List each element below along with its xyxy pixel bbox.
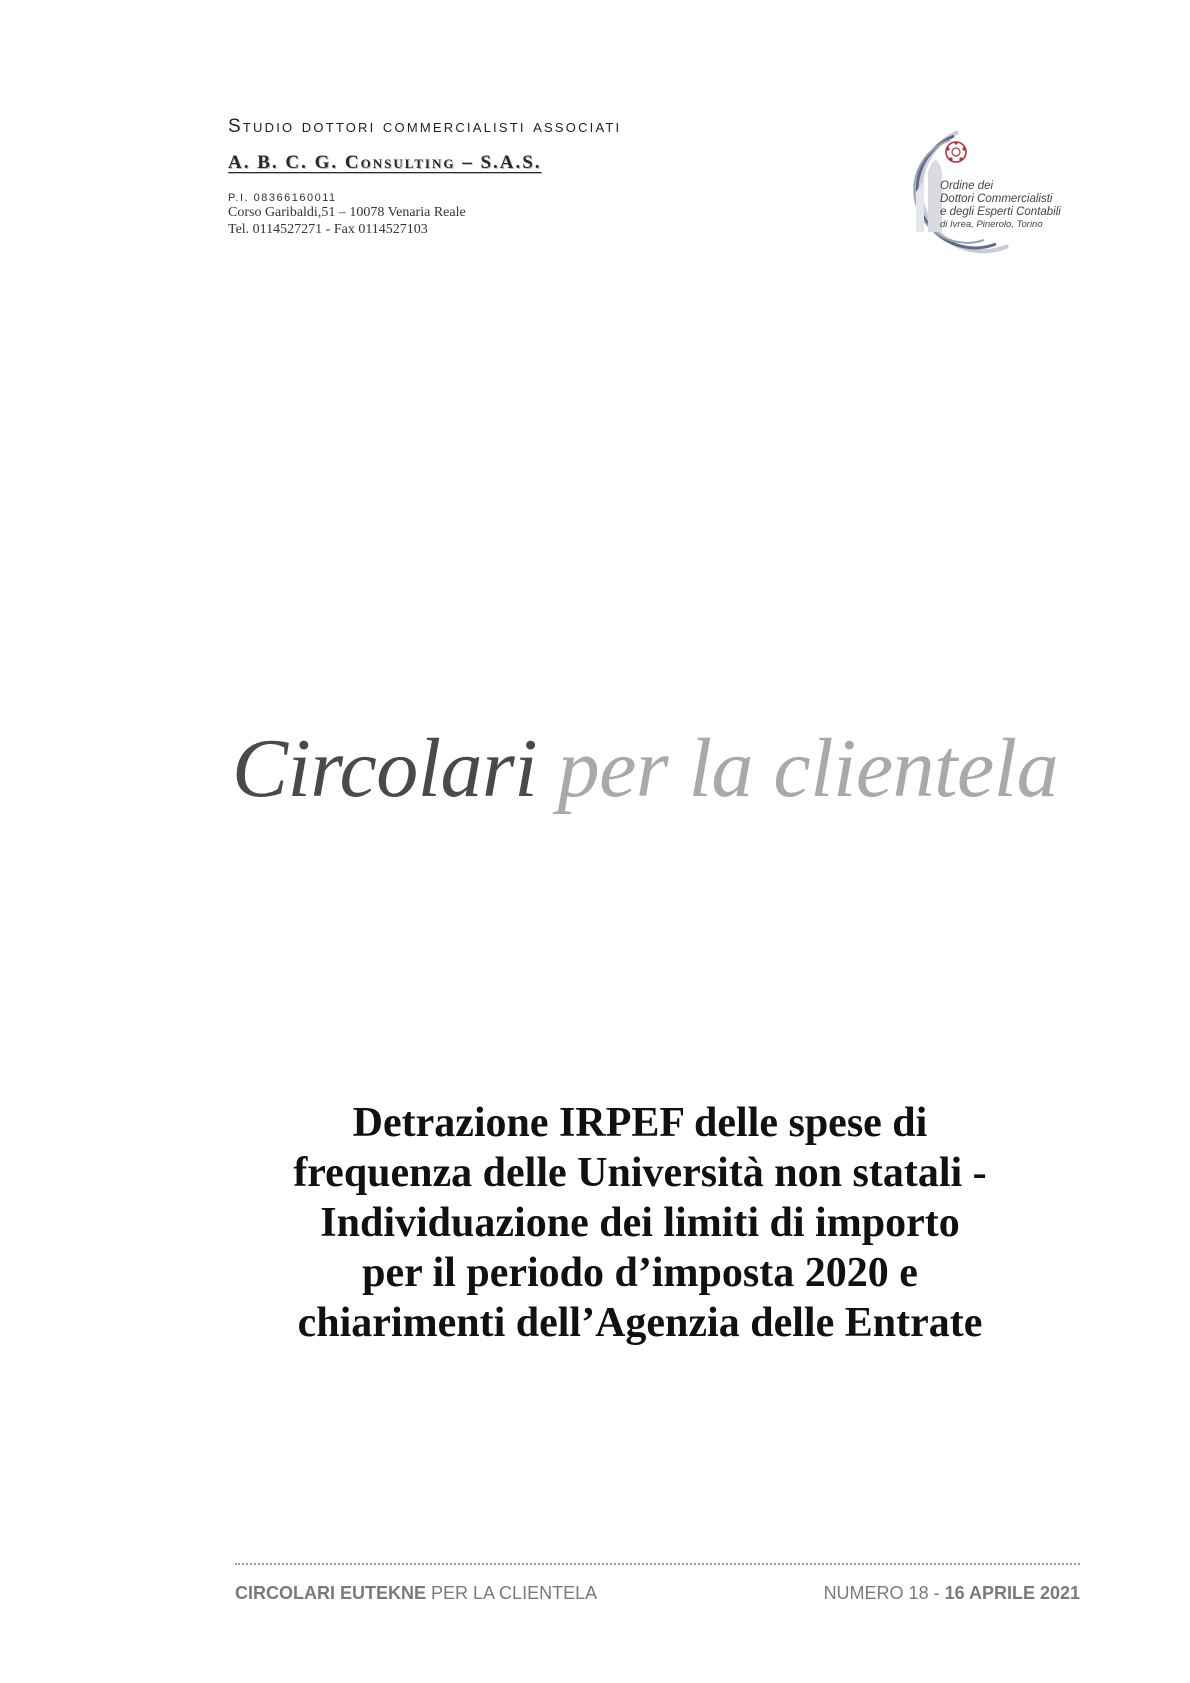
logo-line-4: di Ivrea, Pinerolo, Torino bbox=[940, 219, 1043, 230]
footer-series-rest: PER LA CLIENTELA bbox=[426, 1583, 598, 1603]
title-line: Detrazione IRPEF delle spese di bbox=[352, 1100, 928, 1146]
footer-date: 16 APRILE 2021 bbox=[944, 1583, 1080, 1603]
studio-name: Studio dottori commercialisti associati bbox=[228, 116, 622, 137]
title-line: frequenza delle Università non statali - bbox=[293, 1150, 987, 1196]
footer-series bbox=[235, 1583, 597, 1604]
footer-divider bbox=[235, 1563, 1080, 1565]
footer-number: NUMERO 18 - bbox=[823, 1583, 945, 1603]
title-line: Individuazione dei limiti di importo bbox=[320, 1200, 960, 1246]
vat-number: P.I. 08366160011 bbox=[228, 192, 337, 204]
document-title bbox=[200, 1098, 1080, 1348]
title-line: per il periodo d’imposta 2020 e bbox=[362, 1250, 918, 1296]
logo-line-3: e degli Esperti Contabili bbox=[940, 206, 1061, 218]
brand-per-la-clientela: per la clientela bbox=[537, 722, 1059, 815]
address: Corso Garibaldi,51 – 10078 Venaria Reale bbox=[228, 205, 466, 220]
logo-line-1: Ordine dei bbox=[940, 180, 994, 192]
footer-series-bold: CIRCOLARI EUTEKNE bbox=[235, 1583, 427, 1603]
letterhead bbox=[228, 116, 788, 238]
title-line: chiarimenti dell’Agenzia delle Entrate bbox=[297, 1300, 983, 1346]
footer-issue bbox=[824, 1583, 1080, 1604]
phone-fax: Tel. 0114527271 - Fax 0114527103 bbox=[228, 222, 428, 237]
brand-heading bbox=[232, 720, 1058, 817]
logo-line-2: Dottori Commercialisti bbox=[940, 193, 1053, 205]
brand-circolari: Circolari bbox=[232, 722, 538, 815]
company-name: A. B. C. G. Consulting – S.A.S. bbox=[228, 152, 542, 173]
ordine-logo bbox=[888, 128, 1088, 258]
